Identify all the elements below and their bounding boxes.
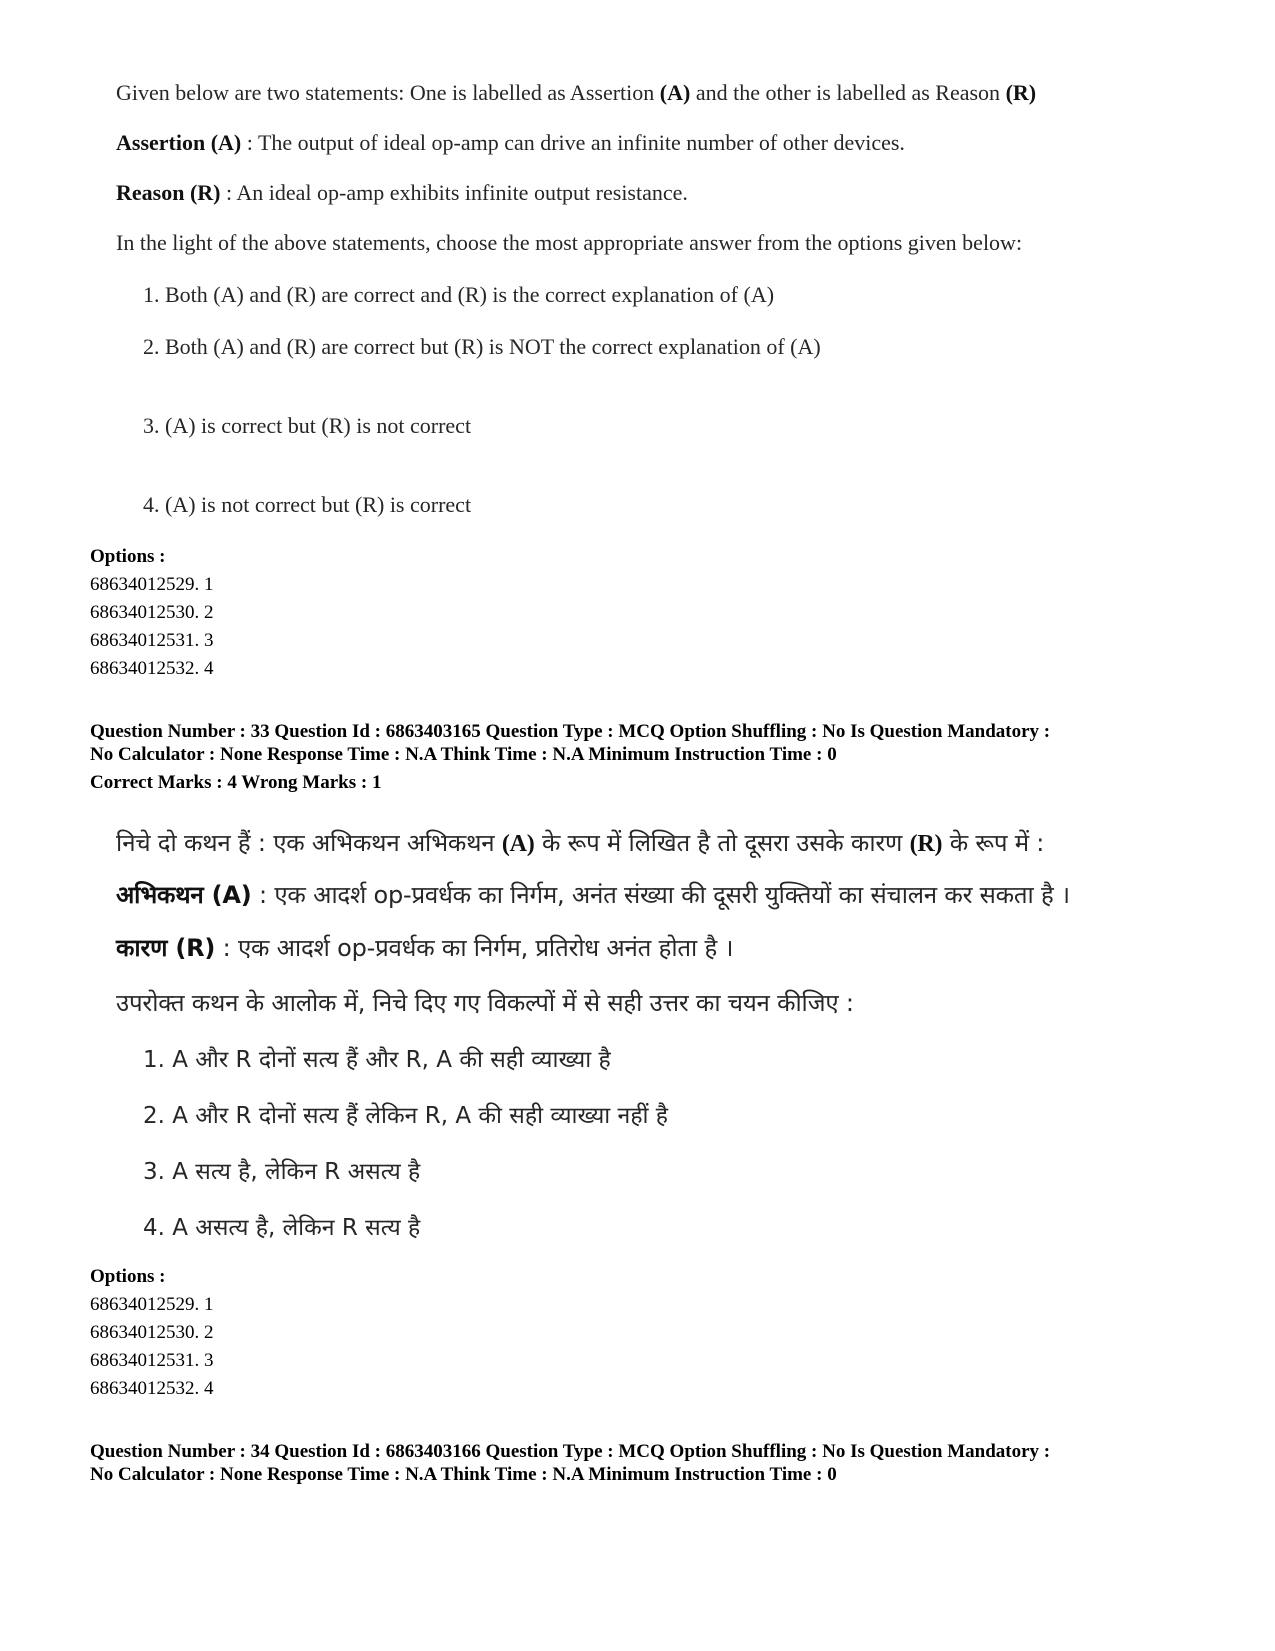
q32-option-id-1: 68634012529. 1 (90, 574, 214, 595)
q32-intro-r-mark: (R) (1005, 80, 1037, 105)
q33-options-label: Options : (90, 1266, 166, 1287)
q32-intro (116, 80, 1036, 106)
q32-option-id-2: 68634012530. 2 (90, 602, 214, 623)
q32-options-label: Options : (90, 546, 166, 567)
q33-reason-label: कारण (R) (116, 934, 216, 962)
q32-assertion-text: : The output of ideal op-amp can drive an infinite number of other devices. (241, 130, 905, 155)
q33-intro-text-a: निचे दो कथन हैं : एक अभिकथन अभिकथन (116, 829, 502, 857)
q33-assertion-text: : एक आदर्श op-प्रवर्धक का निर्गम, अनंत संख्या की दूसरी युक्तियों का संचालन कर सकता है । (251, 881, 1070, 909)
q32-option-id-4: 68634012532. 4 (90, 658, 214, 679)
q32-reason-text: : An ideal op-amp exhibits infinite output resistance. (220, 180, 688, 205)
q33-choice-4: 4. A असत्य है, लेकिन R सत्य है (143, 1215, 421, 1241)
q33-meta-line-1: Question Number : 33 Question Id : 6863403165 Question Type : MCQ Option Shuffling : No Is Question Mandatory : (90, 721, 1051, 742)
q33-option-id-3: 68634012531. 3 (90, 1350, 214, 1371)
q33-choice-2: 2. A और R दोनों सत्य हैं लेकिन R, A की सही व्याख्या नहीं है (143, 1103, 669, 1129)
q33-option-id-2: 68634012530. 2 (90, 1322, 214, 1343)
q33-reason (116, 931, 733, 964)
q34-meta-line-1: Question Number : 34 Question Id : 6863403166 Question Type : MCQ Option Shuffling : No Is Question Mandatory : (90, 1441, 1051, 1462)
q32-intro-text-c: and the other is labelled as Reason (690, 80, 1006, 105)
q33-assertion-label: अभिकथन (A) (116, 881, 252, 909)
q32-instruction: In the light of the above statements, choose the most appropriate answer from the options given below: (116, 230, 1023, 255)
q32-reason (116, 180, 688, 206)
q32-choice-1: 1. Both (A) and (R) are correct and (R) is the correct explanation of (A) (143, 282, 775, 307)
q32-intro-a-mark: (A) (659, 80, 691, 105)
q33-choice-1: 1. A और R दोनों सत्य हैं और R, A की सही व्याख्या है (143, 1047, 611, 1073)
q33-reason-text: : एक आदर्श op-प्रवर्धक का निर्गम, प्रतिरोध अनंत होता है । (215, 934, 734, 962)
q33-meta-line-2: No Calculator : None Response Time : N.A Think Time : N.A Minimum Instruction Time : 0 (90, 744, 837, 765)
q33-marks: Correct Marks : 4 Wrong Marks : 1 (90, 772, 382, 793)
q32-choice-3: 3. (A) is correct but (R) is not correct (143, 413, 472, 438)
q32-choice-2: 2. Both (A) and (R) are correct but (R) is NOT the correct explanation of (A) (143, 334, 821, 359)
q33-intro (116, 826, 1044, 859)
q32-assertion-label: Assertion (A) (116, 130, 242, 155)
q32-reason-label: Reason (R) (116, 180, 221, 205)
q33-intro-a-mark: (A) (501, 831, 535, 857)
q33-intro-text-e: के रूप में : (942, 829, 1045, 857)
q32-choice-4: 4. (A) is not correct but (R) is correct (143, 492, 472, 517)
q33-option-id-1: 68634012529. 1 (90, 1294, 214, 1315)
q32-intro-text-a: Given below are two statements: One is labelled as Assertion (116, 80, 660, 105)
q33-choice-3: 3. A सत्य है, लेकिन R असत्य है (143, 1159, 421, 1185)
q34-meta-line-2: No Calculator : None Response Time : N.A Think Time : N.A Minimum Instruction Time : 0 (90, 1464, 837, 1485)
q33-option-id-4: 68634012532. 4 (90, 1378, 214, 1399)
q33-intro-r-mark: (R) (909, 831, 943, 857)
q32-option-id-3: 68634012531. 3 (90, 630, 214, 651)
q33-intro-text-c: के रूप में लिखित है तो दूसरा उसके कारण (534, 829, 910, 857)
q33-assertion (116, 878, 1070, 911)
q32-assertion (116, 130, 905, 156)
q33-instruction: उपरोक्त कथन के आलोक में, निचे दिए गए विकल्पों में से सही उत्तर का चयन कीजिए : (116, 989, 854, 1017)
